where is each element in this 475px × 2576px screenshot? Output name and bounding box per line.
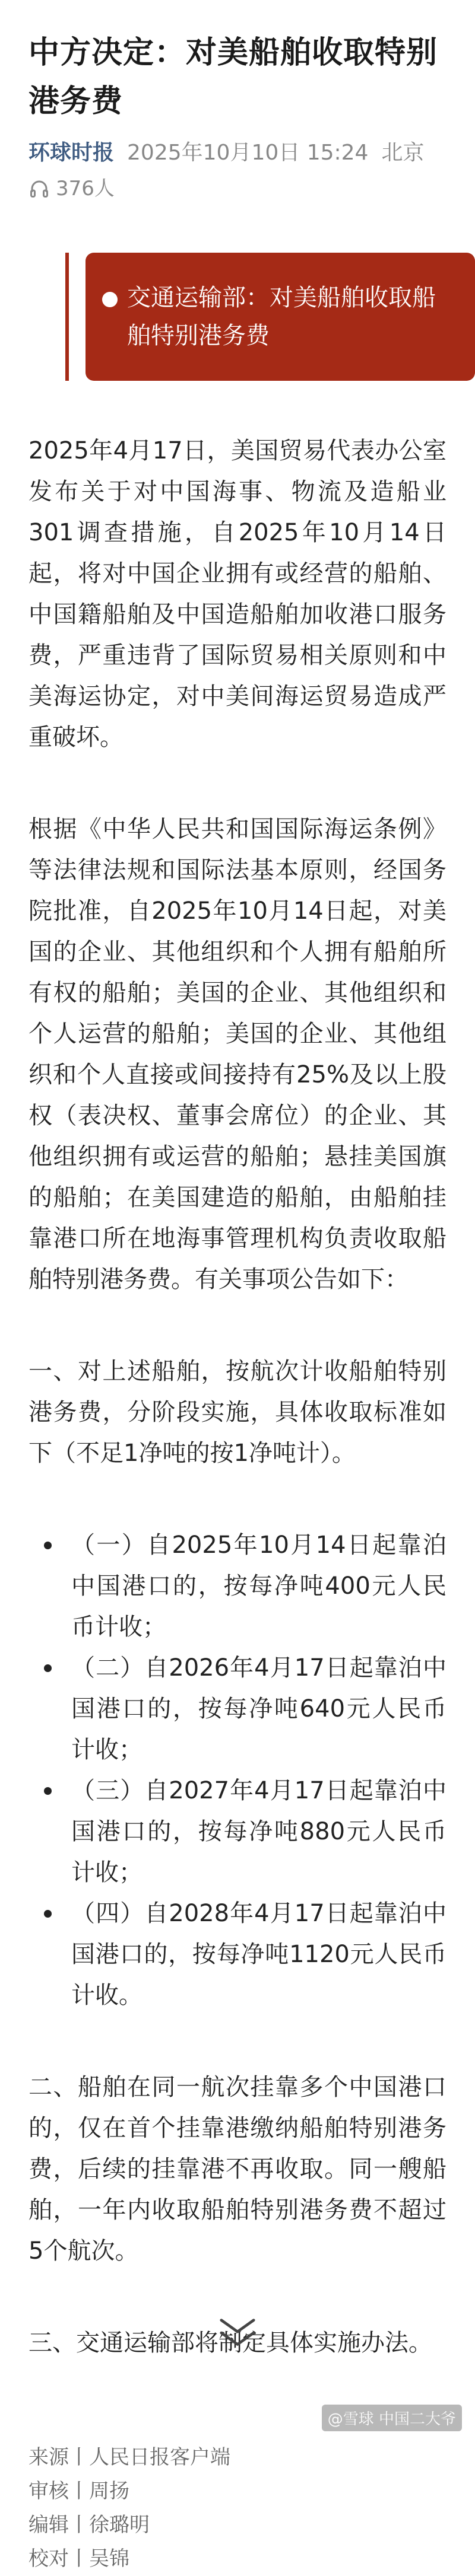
listen-count: 376人 <box>56 177 115 200</box>
list-item: （三）自2027年4月17日起靠泊中国港口的，按每净吨880元人民币计收； <box>28 1771 446 1893</box>
paragraph: 二、船舶在同一航次挂靠多个中国港口的，仅在首个挂靠港缴纳船舶特别港务费，后续的挂靠港不再收取。同一艘船舶，一年内收取船舶特别港务费不超过5个航次。 <box>28 2074 446 2265</box>
source-name[interactable]: 环球时报 <box>28 141 115 165</box>
fee-schedule-list <box>28 1525 446 2016</box>
publish-datetime: 2025年10月10日 15:24 <box>127 141 369 165</box>
credit-reviewer: 审核丨周扬 <box>28 2479 129 2503</box>
listen-count-row[interactable] <box>28 174 446 203</box>
credit-source: 来源丨人民日报客户端 <box>28 2446 230 2469</box>
headline-text: 交通运输部：对美船舶收取船舶特别港务费 <box>127 284 436 349</box>
headphones-icon <box>28 178 50 199</box>
paragraph: 三、交通运输部将制定具体实施办法。 <box>28 2329 432 2357</box>
article-meta <box>28 139 446 167</box>
headline-box <box>86 253 475 381</box>
paragraph: 2025年4月17日，美国贸易代表办公室发布关于对中国海事、物流及造船业301调查措施，自2025年10月14日起，将对中国企业拥有或经营的船舶、中国籍船舶及中国造船舶加收港口服务费，严重违背了国际贸易相关原则和中美海运协定，对中美间海运贸易造成严重破坏。 <box>28 437 446 751</box>
list-item: （二）自2026年4月17日起靠泊中国港口的，按每净吨640元人民币计收； <box>28 1648 446 1771</box>
list-item: （一）自2025年10月14日起靠泊中国港口的，按每净吨400元人民币计收； <box>28 1525 446 1648</box>
publish-location: 北京 <box>381 141 425 165</box>
paragraph: 根据《中华人民共和国国际海运条例》等法律法规和国际法基本原则，经国务院批准，自2025年10月14日起，对美国的企业、其他组织和个人拥有船舶所有权的船舶；美国的企业、其他组织和个人运营的船舶；美国的企业、其他组织和个人直接或间接持有25%及以上股权（表决权、董事会席位）的企业、其他组织拥有或运营的船舶；悬挂美国旗的船舶；在美国建造的船舶，由船舶挂靠港口所在地海事管理机构负责收取船舶特别港务费。有关事项公告如下： <box>28 816 446 1293</box>
credits <box>28 2441 446 2576</box>
article-title: 中方决定：对美船舶收取特别港务费 <box>28 35 438 119</box>
watermark: @雪球 中国二大爷 <box>322 2405 462 2431</box>
list-item: （四）自2028年4月17日起靠泊中国港口的，按每净吨1120元人民币计收。 <box>28 1893 446 2016</box>
paragraph: 一、对上述船舶，按航次计收船舶特别港务费，分阶段实施，具体收取标准如下（不足1净吨的按1净吨计）。 <box>28 1358 446 1467</box>
credit-editor: 编辑丨徐璐明 <box>28 2513 150 2537</box>
double-chevron-down-icon <box>214 2313 261 2355</box>
credit-proofreader: 校对丨吴锦 <box>28 2547 129 2571</box>
expand-more[interactable] <box>0 2313 475 2355</box>
